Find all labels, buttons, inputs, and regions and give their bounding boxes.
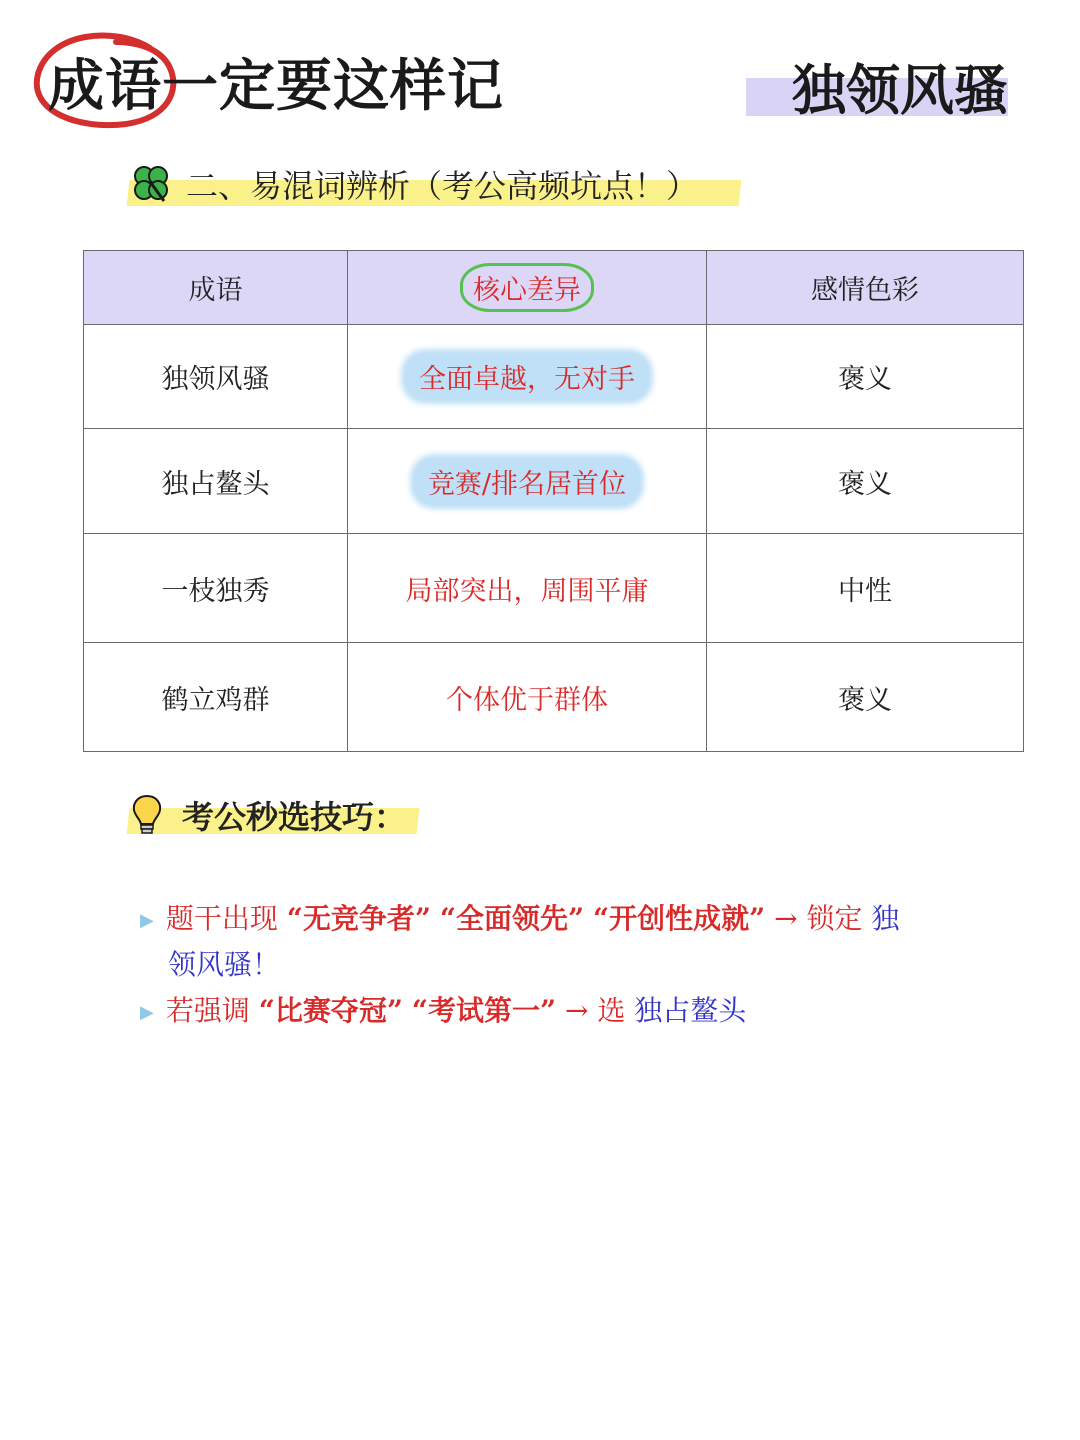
- tip2-arrow: → 选: [565, 994, 626, 1027]
- section-title: 二、易混词辨析（考公高频坑点！）: [186, 167, 699, 205]
- tips-title: 考公秒选技巧：: [182, 798, 407, 836]
- table-row: [84, 429, 1024, 534]
- tip2-quote-2: “考试第一”: [411, 994, 557, 1027]
- tip2-prefix: 若强调: [165, 994, 250, 1027]
- page-title: 成语一定要这样记: [48, 54, 504, 119]
- tips-heading: [130, 790, 406, 840]
- header-diff: [348, 251, 707, 325]
- cell-tone: 褒义: [707, 429, 1024, 534]
- header-tone: 感情色彩: [707, 251, 1024, 325]
- cell-idiom: 独占鳌头: [84, 429, 348, 534]
- tip1-answer-b: 领风骚: [168, 948, 253, 981]
- cell-diff: 个体优于群体: [348, 643, 707, 752]
- cell-idiom: 鹤立鸡群: [84, 643, 348, 752]
- section-heading: [130, 160, 698, 208]
- tip1-quote-1: “无竞争者”: [286, 902, 431, 935]
- cell-diff: [348, 429, 707, 534]
- clover-icon: [130, 163, 172, 205]
- cell-tone: 褒义: [707, 325, 1024, 429]
- tip2-quote-1: “比赛夺冠”: [258, 994, 403, 1027]
- idiom-title: 独领风骚: [792, 59, 1008, 122]
- cell-tone: 中性: [707, 534, 1024, 643]
- comparison-table: [83, 250, 1024, 752]
- table-header-row: [84, 251, 1024, 325]
- tip-item-1: [140, 896, 1040, 944]
- tip2-answer: 独占鳌头: [634, 994, 747, 1027]
- tip1-quote-3: “开创性成就”: [593, 902, 766, 935]
- tip1-end: ！: [252, 948, 281, 981]
- cell-idiom: 一枝独秀: [84, 534, 348, 643]
- cell-diff-text: 竞赛/排名居首位: [414, 458, 640, 505]
- cell-diff: [348, 325, 707, 429]
- cell-tone: 褒义: [707, 643, 1024, 752]
- tip1-quote-2: “全面领先”: [439, 902, 585, 935]
- header-diff-label: 核心差异: [460, 263, 594, 312]
- table-row: [84, 325, 1024, 429]
- tip-item-1-cont: [168, 942, 1068, 988]
- header-idiom: 成语: [84, 251, 348, 325]
- triangle-bullet-icon: ▶: [140, 909, 154, 931]
- lightbulb-icon: [130, 793, 164, 837]
- triangle-bullet-icon: ▶: [140, 1001, 154, 1023]
- tip1-answer-a: 独: [871, 902, 900, 935]
- table-row: [84, 643, 1024, 752]
- table-row: [84, 534, 1024, 643]
- tip-item-2: [140, 988, 1040, 1036]
- tip1-arrow: → 锁定: [774, 902, 863, 935]
- cell-idiom: 独领风骚: [84, 325, 348, 429]
- tip1-prefix: 题干出现: [165, 902, 278, 935]
- cell-diff-text: 全面卓越，无对手: [405, 353, 649, 400]
- cell-diff: 局部突出，周围平庸: [348, 534, 707, 643]
